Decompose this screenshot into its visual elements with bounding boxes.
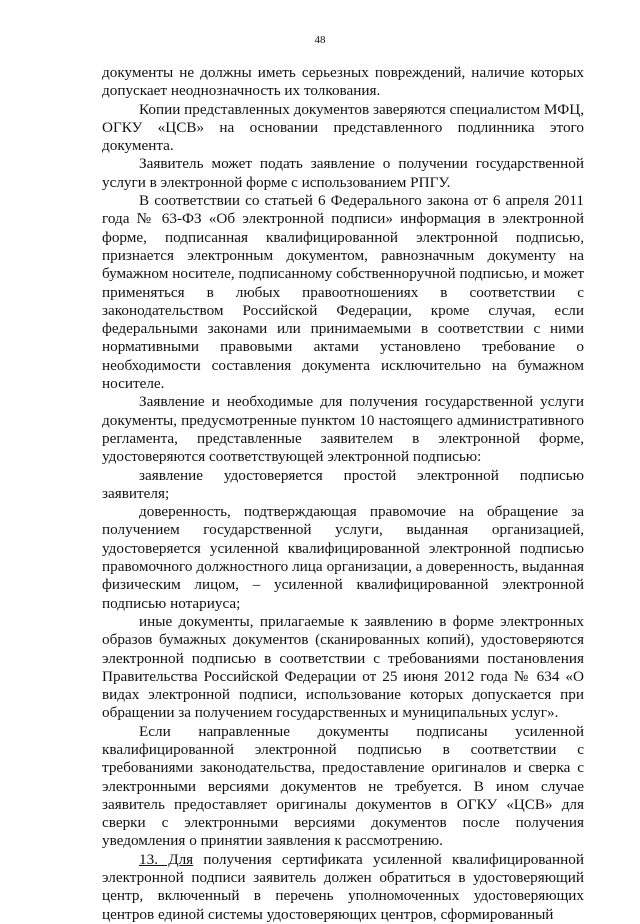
paragraph-application-signature: заявление удостоверяется простой электронной подписью заявителя; [102, 466, 584, 502]
paragraph-certificate-item-13 [102, 851, 584, 924]
item-13-label: 13. Для [139, 850, 194, 868]
paragraph-copies-certification: Копии представленных документов заверяются специалистом МФЦ, ОГКУ «ЦСВ» на основании представленного подлинника этого документа. [102, 100, 584, 155]
item-13-text: получения сертификата усиленной квалифицированной электронной подписи заявитель должен обратиться в удостоверяющий центр, включенный в перечень уполномоченных удостоверяющих центров единой системы удостоверяющих центров, сформированный [102, 850, 584, 923]
paragraph-electronic-application: Заявитель может подать заявление о получении государственной услуги в электронной форме с использованием РПГУ. [102, 155, 584, 191]
document-body [102, 64, 584, 924]
paragraph-document-damage: документы не должны иметь серьезных повреждений, наличие которых допускает неоднозначность их толкования. [102, 64, 584, 100]
page-number: 48 [314, 34, 326, 46]
paragraph-originals-verification: Если направленные документы подписаны усиленной квалифицированной электронной подписью в соответствии с требованиями законодательства, предоставление оригиналов и сверка с электронными версиями документов не требуется. В ином случае заявитель предоставляет оригиналы документов в ОГКУ «ЦСВ» для сверки с электронными версиями документов после получения уведомления о принятии заявления к рассмотрению. [102, 722, 584, 850]
paragraph-signature-requirements: Заявление и необходимые для получения государственной услуги документы, предусмотренные пунктом 10 настоящего административного регламента, представленные заявителем в электронной форме, удостоверяются соответствующей электронной подписью: [102, 393, 584, 466]
paragraph-electronic-signature-law: В соответствии со статьей 6 Федерального закона от 6 апреля 2011 года № 63-ФЗ «Об электронной подписи» информация в электронной форме, подписанная квалифицированной электронной подписью, признается электронным документом, равнозначным документу на бумажном носителе, подписанному собственноручной подписью, и может применяться в любых правоотношениях в соответствии с законодательством Российской Федерации, кроме случая, если федеральными законами или принимаемыми в соответствии с ними нормативными правовыми актами установлено требование о необходимости составления документа исключительно на бумажном носителе. [102, 192, 584, 393]
paragraph-other-documents: иные документы, прилагаемые к заявлению в форме электронных образов бумажных документов (сканированных копий), удостоверяются электронной подписью в соответствии с требованиями постановления Правительства Российской Федерации от 25 июня 2012 года № 634 «О видах электронной подписи, использование которых допускается при обращении за получением государственных и муниципальных услуг». [102, 612, 584, 722]
paragraph-power-of-attorney: доверенность, подтверждающая правомочие на обращение за получением государственной услуги, выданная организацией, удостоверяется усиленной квалифицированной электронной подписью правомочного должностного лица организации, а доверенность, выданная физическим лицом, – усиленной квалифицированной электронной подписью нотариуса; [102, 503, 584, 612]
